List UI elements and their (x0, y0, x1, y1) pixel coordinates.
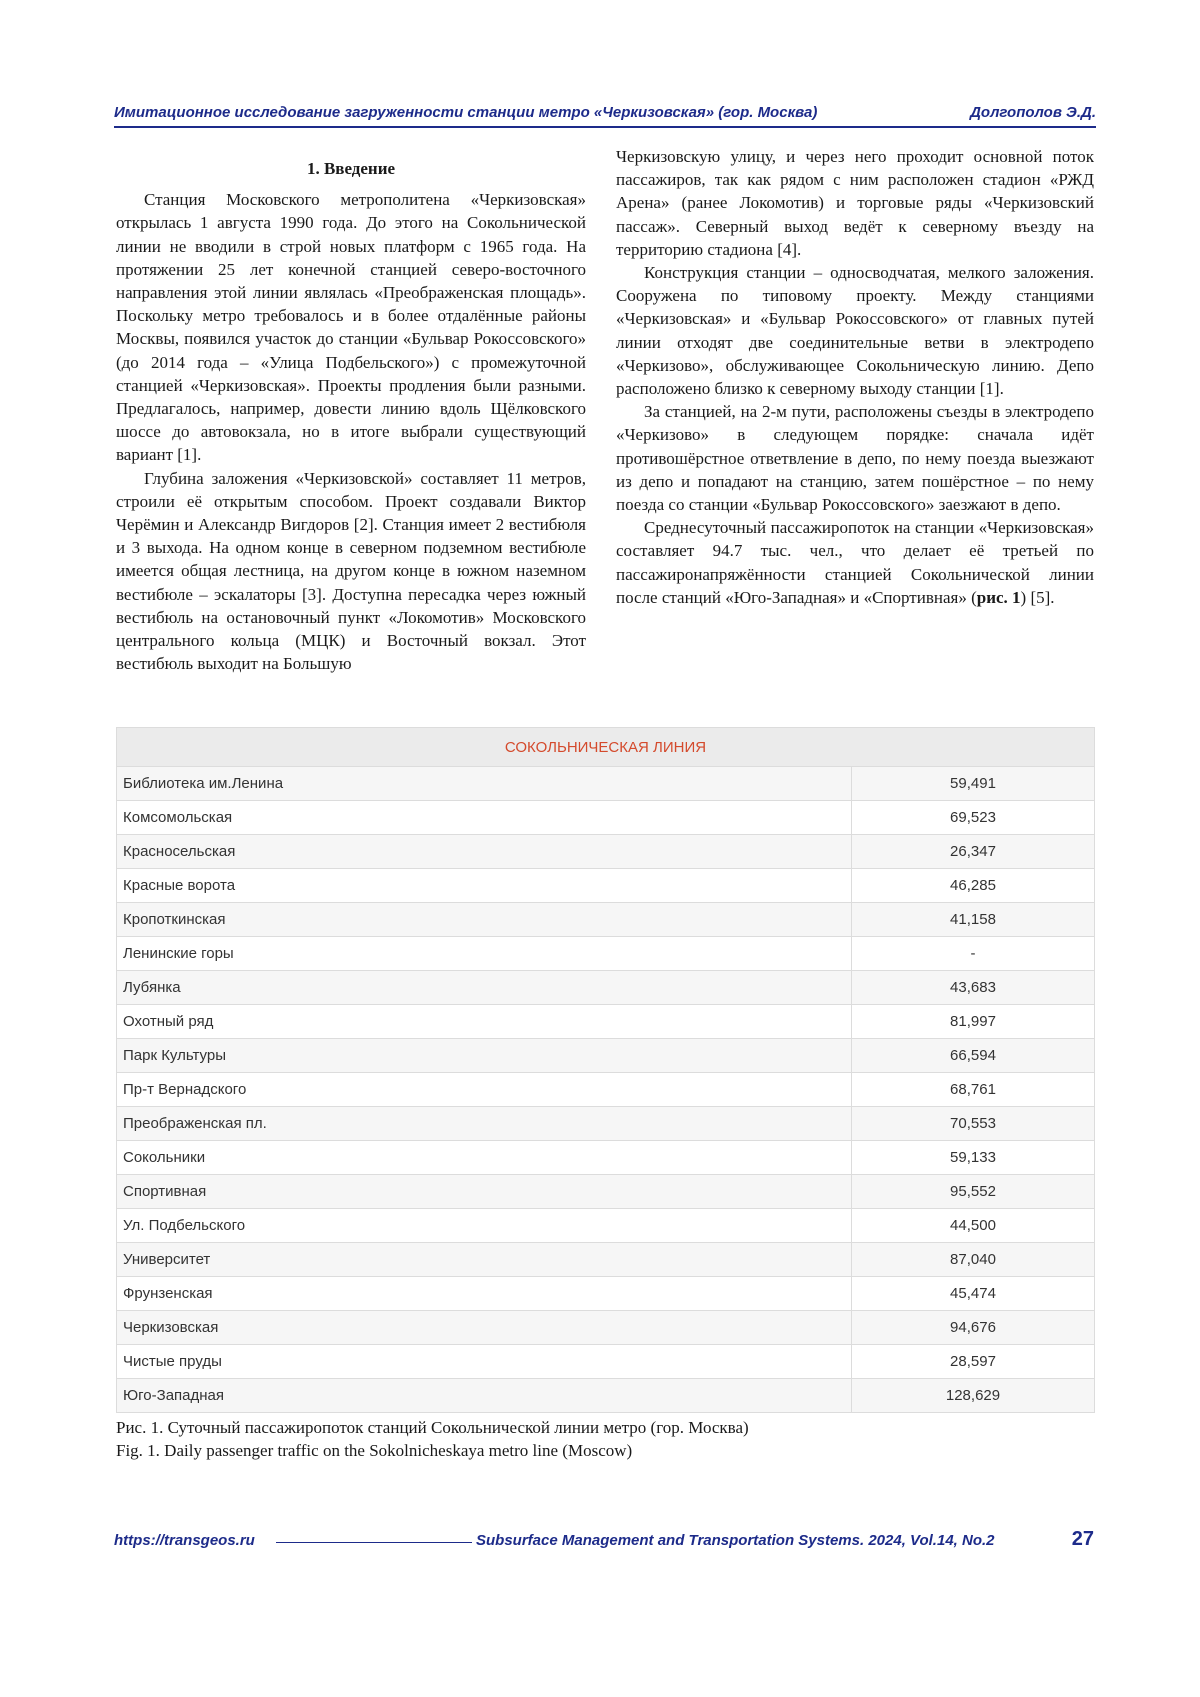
passenger-count-cell: 128,629 (852, 1379, 1095, 1413)
passenger-count-cell: 69,523 (852, 801, 1095, 835)
passenger-count-cell: 43,683 (852, 971, 1095, 1005)
passenger-count-cell: 26,347 (852, 835, 1095, 869)
table-row (117, 1277, 1095, 1311)
passenger-count-cell: 41,158 (852, 903, 1095, 937)
station-name-cell: Черкизовская (117, 1311, 852, 1345)
header-author: Долгополов Э.Д. (970, 104, 1096, 121)
passenger-count-cell: 45,474 (852, 1277, 1095, 1311)
table-row (117, 1005, 1095, 1039)
caption-ru: Рис. 1. Суточный пассажиропоток станций Сокольнической линии метро (гор. Москва) (116, 1418, 749, 1437)
station-name-cell: Преображенская пл. (117, 1107, 852, 1141)
left-column (116, 145, 586, 675)
page-number: 27 (1071, 1528, 1094, 1550)
passenger-count-cell: 87,040 (852, 1243, 1095, 1277)
table-row (117, 1209, 1095, 1243)
paragraph: Черкизовскую улицу, и через него проходит основной поток пассажиров, так как рядом с ним расположен стадион «РЖД Арена» (ранее Локомотив) и торговые ряды «Черкизовский пассаж». Северный выход ведёт к северному въезду на территорию стадиона [4]. (616, 147, 1094, 259)
passenger-count-cell: 59,133 (852, 1141, 1095, 1175)
caption-en: Fig. 1. Daily passenger traffic on the Sokolnicheskaya metro line (Moscow) (116, 1441, 633, 1460)
running-footer (114, 1530, 1096, 1556)
table-row (117, 1107, 1095, 1141)
table-body (117, 767, 1095, 1413)
table-row (117, 937, 1095, 971)
table-row (117, 1379, 1095, 1413)
section-title: 1. Введение (306, 159, 396, 178)
paragraph: За станцией, на 2-м пути, расположены съезды в электродепо «Черкизово» в следующем порядке: сначала идёт противошёрстное ответвление в депо, по нему поезда выезжают из депо и попадают на станцию, затем пошёрстное – по нему поезда со станции «Бульвар Рокоссовского» заезжают в депо. (616, 402, 1094, 515)
station-name-cell: Охотный ряд (117, 1005, 852, 1039)
station-name-cell: Университет (117, 1243, 852, 1277)
table-row (117, 1073, 1095, 1107)
station-name-cell: Фрунзенская (117, 1277, 852, 1311)
traffic-table (116, 727, 1095, 1413)
passenger-count-cell: 46,285 (852, 869, 1095, 903)
table-row (117, 1243, 1095, 1277)
paragraph (616, 516, 1094, 609)
table-row (117, 1039, 1095, 1073)
table-row (117, 1311, 1095, 1345)
station-name-cell: Ул. Подбельского (117, 1209, 852, 1243)
table-row (117, 869, 1095, 903)
table-heading: СОКОЛЬНИЧЕСКАЯ ЛИНИЯ (117, 728, 1095, 767)
table-row (117, 835, 1095, 869)
table-row (117, 767, 1095, 801)
figure-caption (116, 1416, 749, 1462)
passenger-count-cell: - (852, 937, 1095, 971)
running-header (114, 104, 1096, 128)
journal-name: Subsurface Management and Transportation Systems. 2024, Vol.14, No.2 (476, 1532, 995, 1549)
station-name-cell: Юго-Западная (117, 1379, 852, 1413)
table-row (117, 903, 1095, 937)
table (116, 727, 1095, 1413)
right-column (616, 145, 1094, 609)
footer-divider (276, 1542, 472, 1543)
passenger-count-cell: 81,997 (852, 1005, 1095, 1039)
figure-reference: рис. 1 (976, 587, 1021, 607)
table-row (117, 1141, 1095, 1175)
table-header-row (117, 728, 1095, 767)
station-name-cell: Чистые пруды (117, 1345, 852, 1379)
passenger-count-cell: 28,597 (852, 1345, 1095, 1379)
station-name-cell: Спортивная (117, 1175, 852, 1209)
station-name-cell: Красные ворота (117, 869, 852, 903)
station-name-cell: Красносельская (117, 835, 852, 869)
station-name-cell: Лубянка (117, 971, 852, 1005)
station-name-cell: Сокольники (117, 1141, 852, 1175)
station-name-cell: Парк Культуры (117, 1039, 852, 1073)
table-row (117, 801, 1095, 835)
paragraph: Конструкция станции – односводчатая, мелкого заложения. Сооружена по типовому проекту. Между станциями «Черкизовская» и «Бульвар Рокоссовского» от главных путей линии отходят две соединительные ветви в электродепо «Черкизово», обслуживающее Сокольническую линию. Депо расположено близко к северному выходу станции [1]. (616, 263, 1094, 399)
passenger-count-cell: 59,491 (852, 767, 1095, 801)
station-name-cell: Библиотека им.Ленина (117, 767, 852, 801)
paragraph: Глубина заложения «Черкизовской» составляет 11 метров, строили её открытым способом. Проект создавали Виктор Черёмин и Александр Вигдоров [2]. Станция имеет 2 вестибюля и 3 выхода. На одном конце в северном подземном вестибюле имеется общая лестница, на другом конце в южном наземном вестибюле – эскалаторы [3]. Доступна пересадка через южный вестибюль на остановочный пункт «Локомотив» Московского центрального кольца (МЦК) и Восточный вокзал. Этот вестибюль выходит на Большую (116, 468, 586, 674)
table-row (117, 1175, 1095, 1209)
station-name-cell: Кропоткинская (117, 903, 852, 937)
header-title: Имитационное исследование загруженности станции метро «Черкизовская» (гор. Москва) (114, 104, 818, 121)
passenger-count-cell: 95,552 (852, 1175, 1095, 1209)
table-row (117, 1345, 1095, 1379)
station-name-cell: Комсомольская (117, 801, 852, 835)
journal-url-link[interactable]: https://transgeos.ru (114, 1532, 255, 1549)
passenger-count-cell: 66,594 (852, 1039, 1095, 1073)
passenger-count-cell: 70,553 (852, 1107, 1095, 1141)
passenger-count-cell: 68,761 (852, 1073, 1095, 1107)
station-name-cell: Пр-т Вернадского (117, 1073, 852, 1107)
paragraph: Станция Московского метрополитена «Черкизовская» открылась 1 августа 1990 года. До этого на Сокольнической линии не вводили в строй новых платформ с 1965 года. На протяжении 25 лет конечной станцией северо-восточного направления этой линии являлась «Преображенская площадь». Поскольку метро требовалось и в более отдалённые районы Москвы, появился участок до станции «Бульвар Рокоссовского» (до 2014 года – «Улица Подбельского») с промежуточной станцией «Черкизовская». Проекты продления были разными. Предлагалось, например, довести линию вдоль Щёлковского шоссе до автовокзала, но в итоге выбрали существующий вариант [1]. (116, 190, 586, 465)
paragraph-text: Среднесуточный пассажиропоток на станции «Черкизовская» составляет 94.7 тыс. чел., что делает её третьей по пассажиронапряжённости станцией Сокольнической линии после станций «Юго-Западная» и «Спортивная» ( (616, 518, 1094, 607)
passenger-count-cell: 94,676 (852, 1311, 1095, 1345)
station-name-cell: Ленинские горы (117, 937, 852, 971)
passenger-count-cell: 44,500 (852, 1209, 1095, 1243)
paragraph-text: ) [5]. (1020, 587, 1055, 607)
table-row (117, 971, 1095, 1005)
